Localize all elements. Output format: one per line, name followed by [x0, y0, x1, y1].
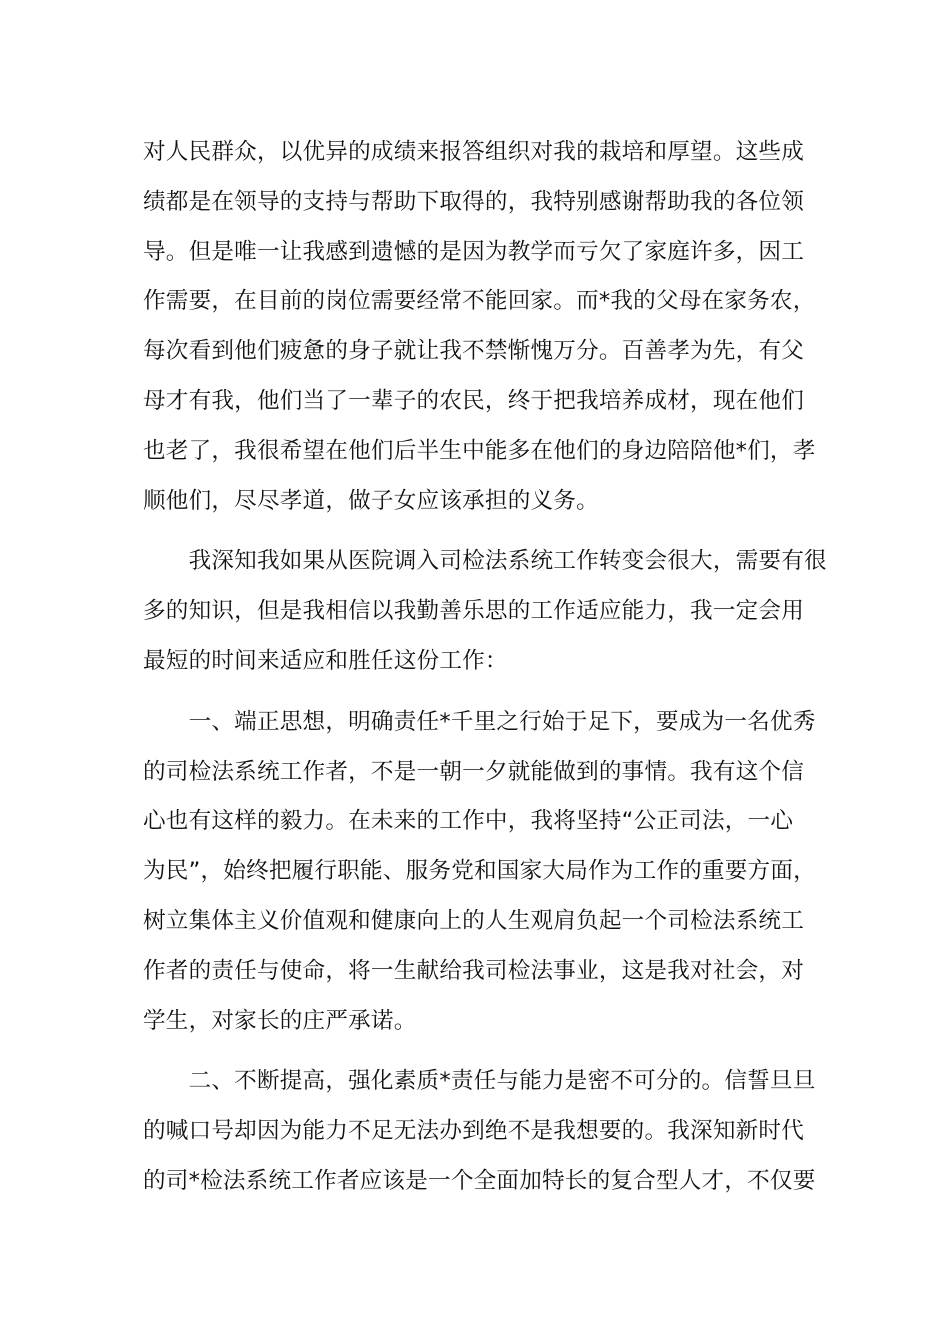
paragraph-2: [143, 537, 827, 686]
paragraph-1: [143, 128, 816, 526]
text-line: 的司检法系统工作者，不是一朝一夕就能做到的事情。我有这个信: [143, 758, 805, 785]
text-line: 导。但是唯一让我感到遗憾的是因为教学而亏欠了家庭许多，因工: [143, 238, 805, 265]
text-line: 的司*检法系统工作者应该是一个全面加特长的复合型人才，不仅要: [143, 1167, 816, 1194]
text-line: 作者的责任与使命，将一生献给我司检法事业，这是我对社会，对: [143, 957, 805, 984]
text-line: 树立集体主义价值观和健康向上的人生观肩负起一个司检法系统工: [143, 907, 805, 934]
text-line: 一、端正思想，明确责任*千里之行始于足下，要成为一名优秀: [143, 708, 816, 735]
text-line: 心也有这样的毅力。在未来的工作中，我将坚持“公正司法，一心: [143, 808, 794, 835]
text-line: 二、不断提高，强化素质*责任与能力是密不可分的。信誓旦旦: [143, 1068, 816, 1095]
text-line: 的喊口号却因为能力不足无法办到绝不是我想要的。我深知新时代: [143, 1118, 805, 1145]
document-body: [143, 128, 827, 1207]
text-line: 为民”，始终把履行职能、服务党和国家大局作为工作的重要方面，: [143, 858, 816, 885]
text-line: 母才有我，他们当了一辈子的农民，终于把我培养成材，现在他们: [143, 387, 805, 414]
text-line: 多的知识，但是我相信以我勤善乐思的工作适应能力，我一定会用: [143, 598, 805, 625]
text-line: 也老了，我很希望在他们后半生中能多在他们的身边陪陪他*们，孝: [143, 437, 816, 464]
text-line: 我深知我如果从医院调入司检法系统工作转变会很大，需要有很: [143, 548, 827, 575]
text-line: 顺他们，尽尽孝道，做子女应该承担的义务。: [143, 487, 599, 514]
paragraph-3: [143, 698, 816, 1047]
text-line: 绩都是在领导的支持与帮助下取得的，我特别感谢帮助我的各位领: [143, 188, 805, 215]
paragraph-4: [143, 1057, 816, 1206]
text-line: 最短的时间来适应和胜任这份工作：: [143, 647, 508, 674]
text-line: 每次看到他们疲惫的身子就让我不禁惭愧万分。百善孝为先，有父: [143, 338, 805, 365]
text-line: 对人民群众，以优异的成绩来报答组织对我的栽培和厚望。这些成: [143, 139, 805, 165]
text-line: 作需要，在目前的岗位需要经常不能回家。而*我的父母在家务农，: [143, 288, 816, 315]
text-line: 学生，对家长的庄严承诺。: [143, 1007, 417, 1034]
